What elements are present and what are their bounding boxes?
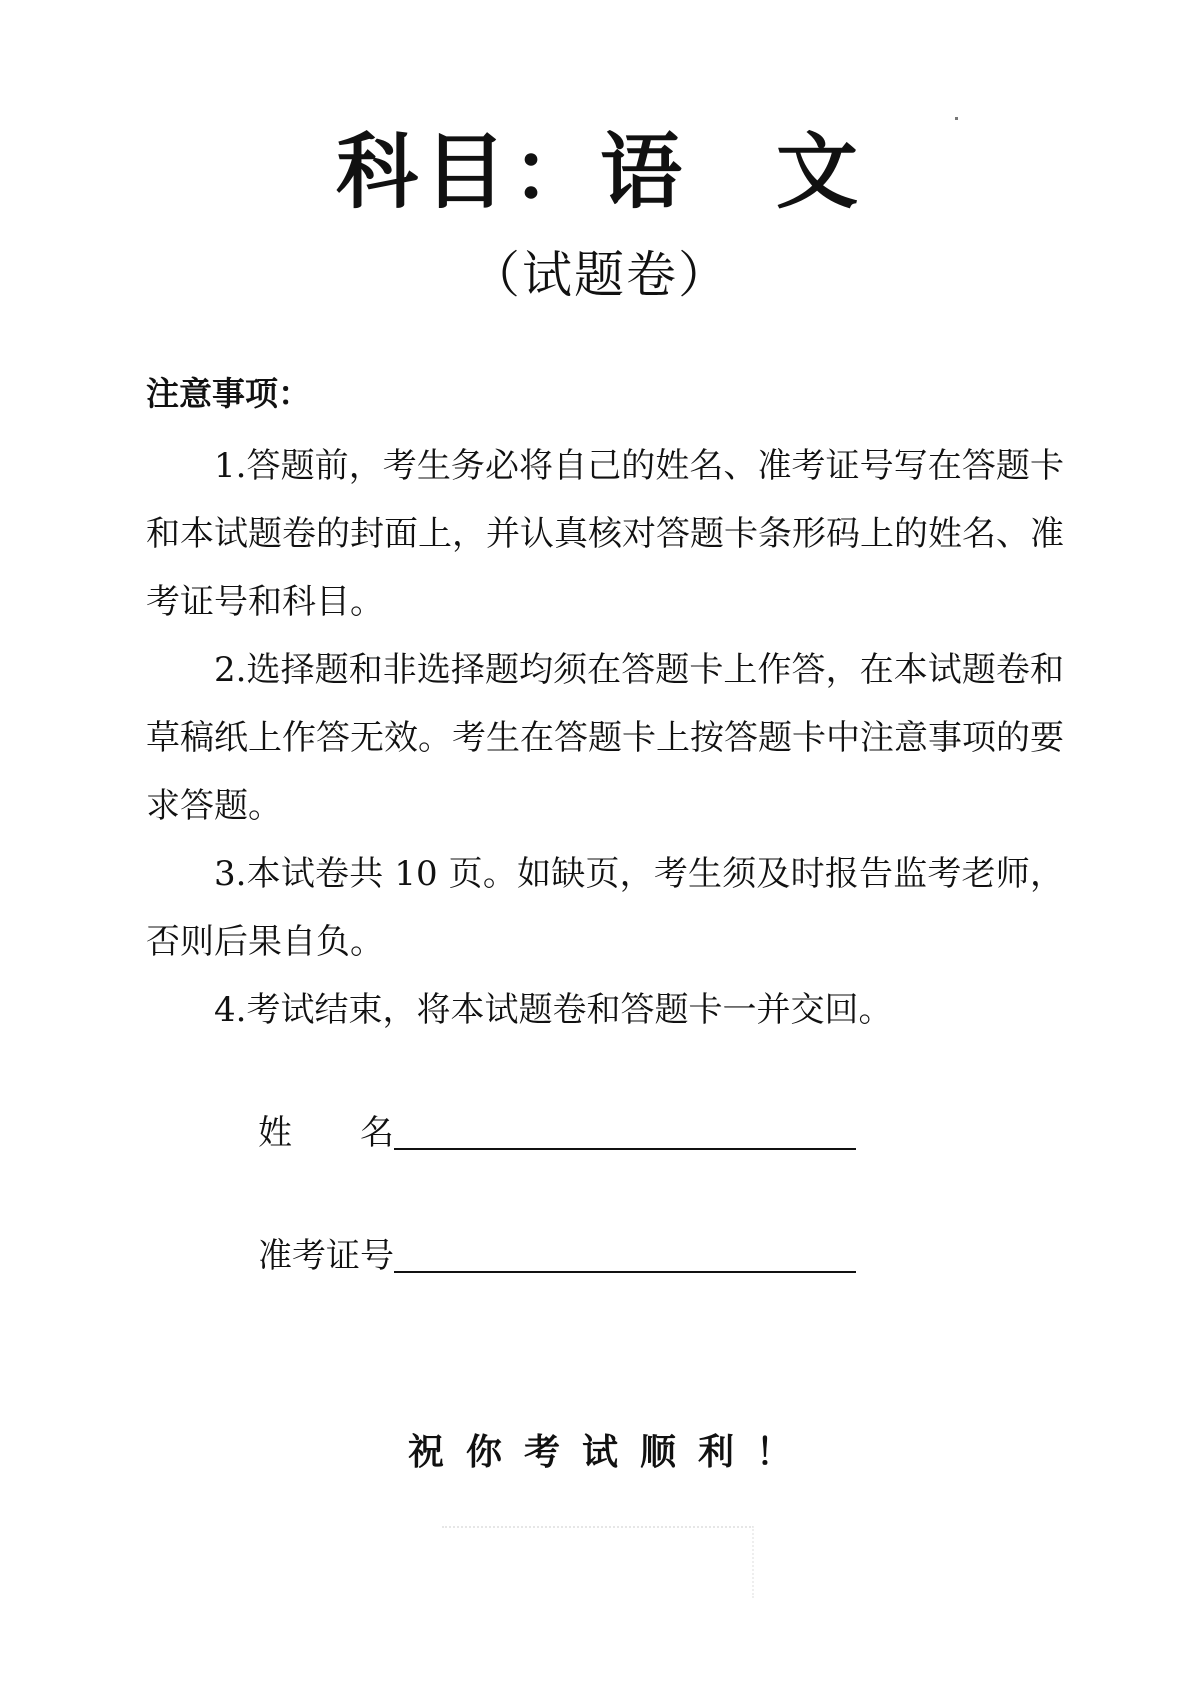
notice-heading: 注意事项： — [146, 374, 311, 413]
name-field-blank — [394, 1112, 856, 1150]
page-title: 科目：语 文 — [335, 125, 864, 220]
notice-item: 3.本试卷共 10 页。如缺页，考生须及时报告监考老师，否则后果自负。 — [146, 854, 1064, 962]
notice-item: 2.选择题和非选择题均须在答题卡上作答，在本试题卷和草稿纸上作答无效。考生在答题卡上按答题卡中注意事项的要求答题。 — [146, 650, 1064, 826]
notice-list — [146, 432, 1064, 1044]
notice-item: 4.考试结束，将本试题卷和答题卡一并交回。 — [214, 990, 893, 1030]
exam-id-field — [258, 1231, 856, 1281]
closing-message: 祝你考试顺利！ — [407, 1432, 814, 1473]
exam-id-field-label: 准考证号 — [258, 1236, 394, 1276]
name-field — [258, 1108, 856, 1158]
scan-artifact — [442, 1526, 754, 1598]
exam-id-field-blank — [394, 1235, 856, 1273]
notice-item: 1.答题前，考生务必将自己的姓名、准考证号写在答题卡和本试题卷的封面上，并认真核对答题卡条形码上的姓名、准考证号和科目。 — [146, 446, 1064, 622]
page-subtitle: （试题卷） — [470, 246, 730, 304]
name-field-label: 姓 名 — [258, 1113, 394, 1153]
